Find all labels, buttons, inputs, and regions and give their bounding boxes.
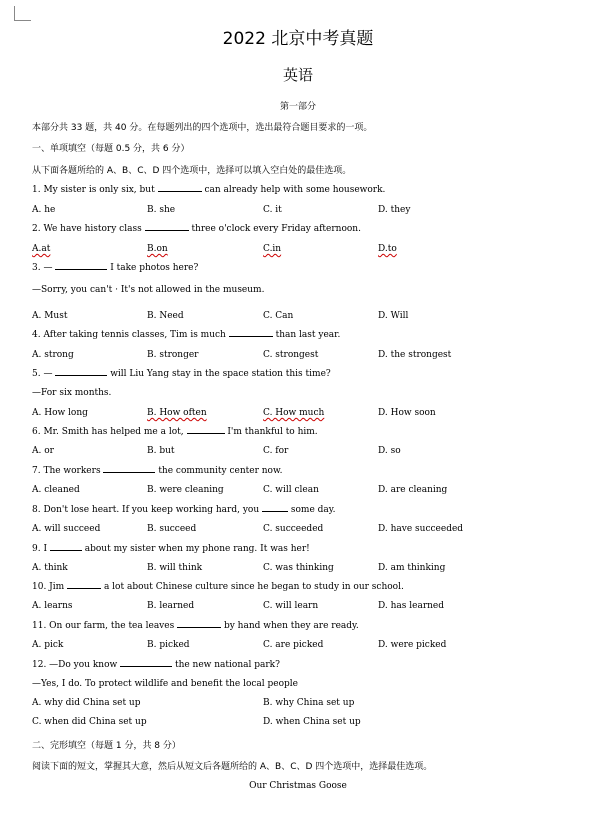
stem-text: 7. The workers — [32, 466, 101, 476]
option-b: B. stronger — [147, 350, 199, 360]
option-a: A. How long — [32, 408, 88, 418]
option-c: C. are picked — [263, 640, 324, 650]
option-b: B. Need — [147, 311, 184, 321]
stem-text: the new national park? — [174, 660, 280, 670]
stem-text: three o'clock every Friday afternoon. — [191, 224, 361, 234]
option-c: C. will learn — [263, 601, 319, 611]
answer-blank — [229, 336, 273, 337]
option-c: C. it — [263, 205, 282, 215]
part-intro: 本部分共 33 题，共 40 分。在每题列出的四个选项中，选出最符合题目要求的一项。 — [32, 123, 373, 133]
answer-blank — [177, 627, 221, 628]
subject-title: 英语 — [282, 66, 313, 84]
question-response: —For six months. — [32, 388, 112, 398]
stem-text: than last year. — [275, 330, 341, 340]
option-b: B. succeed — [147, 524, 197, 534]
answer-blank — [67, 588, 101, 589]
section2-heading: 二、完形填空（每题 1 分，共 8 分） — [32, 741, 181, 751]
stem-text: 10. Jim — [32, 582, 65, 592]
option-b: B. will think — [147, 563, 203, 573]
question-response: —Sorry, you can't · It's not allowed in the museum. — [32, 285, 265, 295]
option-b: B. learned — [147, 601, 195, 611]
stem-text: 3. — — [32, 263, 53, 273]
option-c: C. Can — [263, 311, 294, 321]
question-stem — [32, 263, 198, 273]
answer-blank — [55, 375, 107, 376]
stem-text: 11. On our farm, the tea leaves — [32, 621, 175, 631]
section1-instruction: 从下面各题所给的 A、B、C、D 四个选项中，选择可以填入空白处的最佳选项。 — [32, 166, 352, 176]
part-heading: 第一部分 — [279, 102, 316, 112]
option-d: D. they — [378, 205, 411, 215]
option-c: C. when did China set up — [32, 717, 147, 727]
stem-text: 5. — — [32, 369, 53, 379]
stem-text: I'm thankful to him. — [227, 427, 318, 437]
option-a: A. think — [32, 563, 68, 573]
option-a: A. strong — [32, 350, 74, 360]
option-d: D. the strongest — [378, 350, 452, 360]
option-c: C. strongest — [263, 350, 319, 360]
option-d: D. are cleaning — [378, 485, 448, 495]
question-stem — [32, 369, 331, 379]
stem-text: the community center now. — [158, 466, 283, 476]
option-d: D. when China set up — [263, 717, 361, 727]
option-c: C.in — [263, 244, 282, 254]
stem-text: can already help with some housework. — [204, 185, 386, 195]
option-b: B.on — [147, 244, 168, 254]
option-c: C. was thinking — [263, 563, 334, 573]
option-a: A. or — [32, 446, 54, 456]
stem-text: a lot about Chinese culture since he began to study in our school. — [103, 582, 404, 592]
stem-text: 4. After taking tennis classes, Tim is much — [32, 330, 226, 340]
document-title: 2022 北京中考真题 — [222, 29, 374, 49]
option-b: B. picked — [147, 640, 190, 650]
option-a: A.at — [32, 244, 51, 254]
stem-text: by hand when they are ready. — [223, 621, 359, 631]
option-d: D. have succeeded — [378, 524, 464, 534]
section1-heading: 一、单项填空（每题 0.5 分，共 6 分） — [32, 144, 190, 154]
option-d: D. Will — [378, 311, 409, 321]
option-b: B. why China set up — [263, 698, 355, 708]
question-stem — [32, 466, 282, 476]
option-b: B. were cleaning — [147, 485, 224, 495]
answer-blank — [50, 550, 82, 551]
answer-blank — [120, 666, 172, 667]
option-c: C. for — [263, 446, 289, 456]
answer-blank — [55, 269, 107, 270]
question-stem — [32, 224, 361, 234]
question-stem — [32, 660, 280, 670]
option-a: A. will succeed — [32, 524, 101, 534]
option-c: C. will clean — [263, 485, 319, 495]
option-c: C. How much — [263, 408, 325, 418]
question-stem — [32, 330, 340, 340]
option-c: C. succeeded — [263, 524, 324, 534]
option-d: D. so — [378, 446, 401, 456]
passage-title: Our Christmas Goose — [249, 781, 347, 791]
option-b: B. but — [147, 446, 175, 456]
option-d: D. am thinking — [378, 563, 446, 573]
question-stem — [32, 621, 359, 631]
question-stem — [32, 582, 404, 592]
option-b: B. How often — [147, 408, 207, 418]
answer-blank — [145, 230, 189, 231]
option-a: A. pick — [32, 640, 64, 650]
question-stem — [32, 185, 385, 195]
answer-blank — [158, 191, 202, 192]
option-a: A. why did China set up — [32, 698, 141, 708]
stem-text: 12. —Do you know — [32, 660, 118, 670]
option-a: A. he — [32, 205, 56, 215]
option-d: D.to — [378, 244, 397, 254]
option-b: B. she — [147, 205, 176, 215]
stem-text: 6. Mr. Smith has helped me a lot, — [32, 427, 184, 437]
stem-text: 1. My sister is only six, but — [32, 185, 155, 195]
stem-text: some day. — [290, 505, 336, 515]
answer-blank — [187, 433, 225, 434]
stem-text: will Liu Yang stay in the space station this time? — [110, 369, 331, 379]
option-a: A. learns — [32, 601, 73, 611]
stem-text: 2. We have history class — [32, 224, 142, 234]
option-d: D. has learned — [378, 601, 445, 611]
answer-blank — [262, 511, 288, 512]
answer-blank — [103, 472, 155, 473]
option-a: A. Must — [32, 311, 68, 321]
option-d: D. were picked — [378, 640, 447, 650]
stem-text: I take photos here? — [110, 263, 199, 273]
stem-text: about my sister when my phone rang. It was her! — [84, 544, 310, 554]
option-a: A. cleaned — [32, 485, 80, 495]
question-response: —Yes, I do. To protect wildlife and benefit the local people — [32, 679, 298, 689]
question-stem — [32, 505, 336, 515]
section2-instruction: 阅读下面的短文，掌握其大意，然后从短文后各题所给的 A、B、C、D 四个选项中，选择最佳选项。 — [32, 762, 433, 772]
question-stem — [32, 427, 318, 437]
stem-text: 8. Don't lose heart. If you keep working hard, you — [32, 505, 260, 515]
stem-text: 9. I — [32, 544, 48, 554]
question-stem — [32, 544, 310, 554]
option-d: D. How soon — [378, 408, 436, 418]
page-corner-mark — [14, 6, 31, 21]
